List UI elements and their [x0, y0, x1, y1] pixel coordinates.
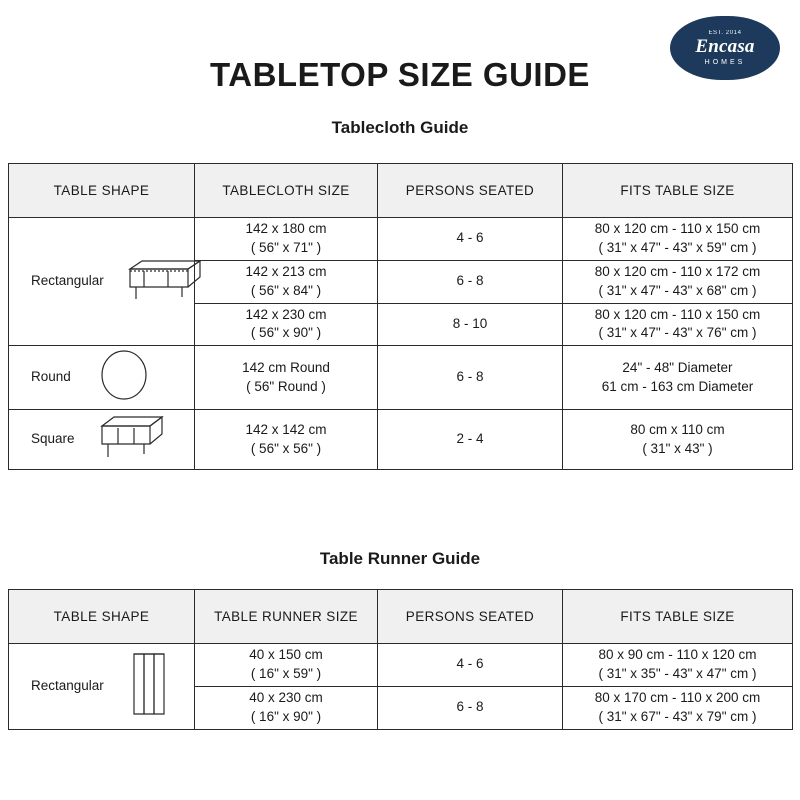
- table-row: [9, 410, 793, 470]
- logo-subtitle: HOMES: [704, 59, 746, 66]
- fits-cell: [563, 686, 793, 729]
- rectangular-table-icon: [122, 257, 208, 306]
- column-header-persons-seated: PERSONS SEATED: [378, 164, 563, 218]
- persons-cell: 2 - 4: [378, 410, 563, 470]
- fits-cell: [563, 410, 793, 470]
- size-line-1: 142 x 213 cm: [245, 263, 327, 279]
- size-line-1: 142 cm Round: [242, 359, 330, 375]
- table-runner-guide-table: [8, 589, 793, 730]
- size-line-1: 142 x 142 cm: [245, 421, 327, 437]
- persons-cell: 6 - 8: [378, 346, 563, 410]
- table-row: [9, 644, 793, 687]
- fits-line-2: ( 31" x 47" - 43" x 76" cm ): [598, 325, 757, 341]
- tablecloth-section-title: Tablecloth Guide: [331, 118, 469, 137]
- size-line-2: ( 56" x 56" ): [250, 440, 322, 456]
- table-row: [9, 218, 793, 261]
- tablecloth-guide-table: [8, 163, 793, 470]
- size-line-2: ( 16" x 90" ): [250, 708, 322, 724]
- fits-line-2: ( 31" x 47" - 43" x 59" cm ): [598, 239, 757, 255]
- fits-line-2: ( 31" x 67" - 43" x 79" cm ): [598, 708, 757, 724]
- fits-line-1: 80 x 90 cm - 110 x 120 cm: [598, 647, 757, 662]
- fits-cell: [563, 218, 793, 261]
- size-line-2: ( 56" x 71" ): [250, 239, 322, 255]
- shape-label: Rectangular: [31, 273, 104, 289]
- size-line-2: ( 16" x 59" ): [250, 665, 322, 681]
- fits-line-1: 24" - 48" Diameter: [622, 359, 733, 375]
- fits-line-2: 61 cm - 163 cm Diameter: [601, 378, 754, 394]
- round-table-icon: [89, 348, 159, 407]
- shape-cell-square: [9, 410, 195, 470]
- persons-cell: 6 - 8: [378, 686, 563, 729]
- size-line-1: 142 x 180 cm: [245, 221, 327, 236]
- size-cell: [195, 303, 378, 346]
- square-table-icon: [92, 412, 172, 467]
- shape-label: Round: [31, 369, 71, 385]
- column-header-table-shape: TABLE SHAPE: [9, 590, 195, 644]
- size-cell: [195, 410, 378, 470]
- fits-line-1: 80 cm x 110 cm: [630, 421, 725, 437]
- shape-cell-rectangular: [9, 218, 195, 346]
- fits-line-1: 80 x 120 cm - 110 x 150 cm: [594, 221, 761, 236]
- persons-cell: 4 - 6: [378, 644, 563, 687]
- size-cell: [195, 218, 378, 261]
- shape-cell-round: [9, 346, 195, 410]
- table-header-row: [9, 164, 793, 218]
- column-header-table-runner-size: TABLE RUNNER SIZE: [195, 590, 378, 644]
- table-row: [9, 346, 793, 410]
- shape-cell-rectangular-runner: [9, 644, 195, 730]
- table-header-row: [9, 590, 793, 644]
- size-cell: [195, 686, 378, 729]
- size-line-1: 40 x 230 cm: [249, 689, 323, 705]
- shape-label: Square: [31, 431, 75, 447]
- fits-cell: [563, 260, 793, 303]
- fits-cell: [563, 644, 793, 687]
- size-line-1: 40 x 150 cm: [249, 647, 323, 662]
- logo-est-label: EST. 2014: [708, 30, 742, 36]
- column-header-fits-table-size: FITS TABLE SIZE: [563, 590, 793, 644]
- fits-line-1: 80 x 170 cm - 110 x 200 cm: [594, 689, 761, 705]
- column-header-tablecloth-size: TABLECLOTH SIZE: [195, 164, 378, 218]
- fits-cell: [563, 303, 793, 346]
- column-header-persons-seated: PERSONS SEATED: [378, 590, 563, 644]
- size-cell: [195, 644, 378, 687]
- page-title: TABLETOP SIZE GUIDE: [210, 56, 590, 93]
- persons-cell: 4 - 6: [378, 218, 563, 261]
- table-runner-section-title: Table Runner Guide: [319, 549, 481, 568]
- size-cell: [195, 260, 378, 303]
- column-header-fits-table-size: FITS TABLE SIZE: [563, 164, 793, 218]
- fits-line-1: 80 x 120 cm - 110 x 172 cm: [594, 263, 761, 279]
- size-line-2: ( 56" Round ): [246, 378, 326, 394]
- persons-cell: 8 - 10: [378, 303, 563, 346]
- size-line-2: ( 56" x 84" ): [250, 282, 322, 298]
- size-line-1: 142 x 230 cm: [245, 306, 327, 322]
- fits-line-2: ( 31" x 43" ): [642, 440, 713, 456]
- fits-cell: [563, 346, 793, 410]
- fits-line-1: 80 x 120 cm - 110 x 150 cm: [594, 306, 761, 322]
- fits-line-2: ( 31" x 47" - 43" x 68" cm ): [598, 282, 757, 298]
- persons-cell: 6 - 8: [378, 260, 563, 303]
- fits-line-2: ( 31" x 35" - 43" x 47" cm ): [598, 665, 757, 681]
- shape-label: Rectangular: [31, 677, 104, 693]
- table-runner-icon: [122, 648, 178, 725]
- column-header-table-shape: TABLE SHAPE: [9, 164, 195, 218]
- size-line-2: ( 56" x 90" ): [250, 325, 322, 341]
- logo-brand-name: Encasa: [695, 36, 755, 57]
- size-cell: [195, 346, 378, 410]
